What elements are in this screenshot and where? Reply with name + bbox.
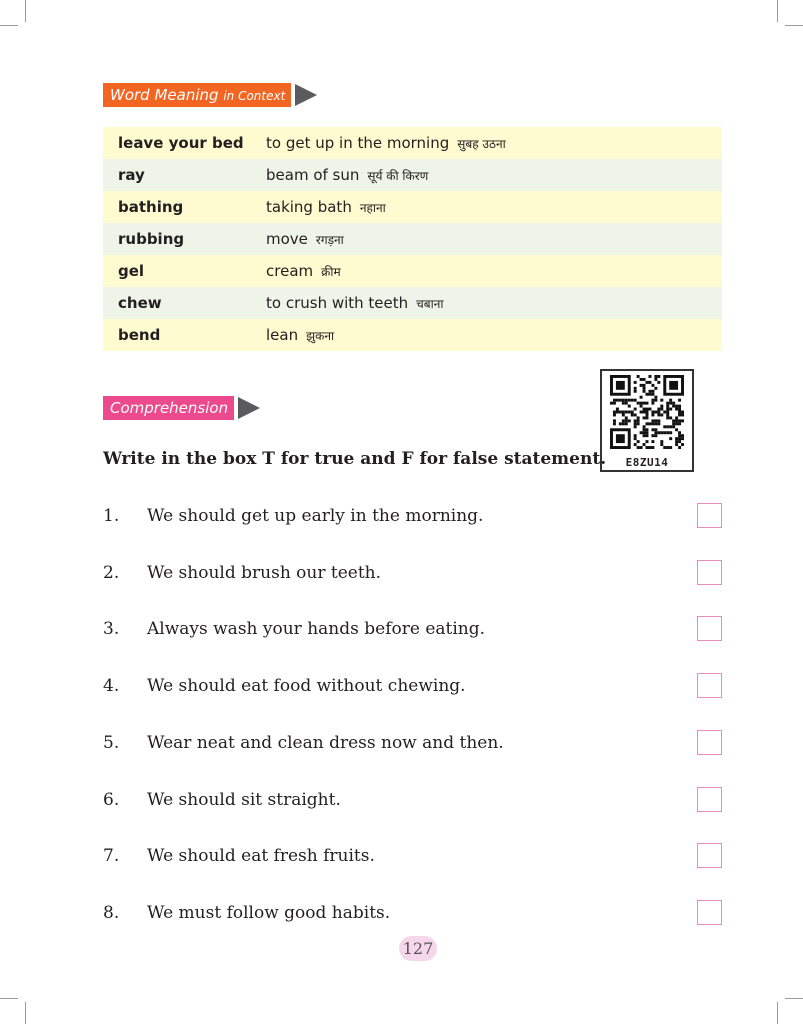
question-text: We should eat fresh fruits. <box>147 846 375 866</box>
question-number: 4. <box>103 676 120 696</box>
crop-mark <box>785 25 803 26</box>
list-item <box>103 503 723 529</box>
crop-mark <box>0 25 18 26</box>
answer-box[interactable] <box>697 673 722 698</box>
answer-box[interactable] <box>697 900 722 925</box>
question-number: 7. <box>103 846 120 866</box>
list-item <box>103 616 723 642</box>
table-row <box>103 287 722 319</box>
crop-mark <box>777 1002 778 1024</box>
hindi-meaning: चबाना <box>416 296 444 311</box>
hindi-meaning: नहाना <box>359 200 386 215</box>
crop-mark <box>25 0 26 22</box>
instruction-text: Write in the box T for true and F for false statement. <box>103 449 607 469</box>
hindi-meaning: सुबह उठना <box>457 136 506 151</box>
question-text: We should eat food without chewing. <box>147 676 466 696</box>
arrow-right-icon <box>295 84 317 106</box>
word-cell: rubbing <box>118 230 185 248</box>
crop-mark <box>0 998 18 999</box>
word-meaning-title: Word Meaning <box>110 86 219 104</box>
page-number: 127 <box>399 936 437 961</box>
question-number: 6. <box>103 790 120 810</box>
meaning-cell: to get up in the morning <box>266 134 450 152</box>
table-row <box>103 223 722 255</box>
word-meaning-table <box>103 127 722 351</box>
answer-box[interactable] <box>697 616 722 641</box>
crop-mark <box>25 1002 26 1024</box>
table-row <box>103 191 722 223</box>
question-text: We should get up early in the morning. <box>147 506 484 526</box>
word-cell: bathing <box>118 198 184 216</box>
qr-code[interactable] <box>600 369 694 472</box>
word-meaning-subtitle: in Context <box>223 89 286 103</box>
meaning-cell: beam of sun <box>266 166 360 184</box>
qr-code-icon <box>610 375 684 449</box>
question-number: 2. <box>103 563 120 583</box>
answer-box[interactable] <box>697 560 722 585</box>
question-number: 1. <box>103 506 120 526</box>
answer-box[interactable] <box>697 730 722 755</box>
comprehension-heading <box>103 396 260 420</box>
qr-code-label: E8ZU14 <box>625 456 669 469</box>
hindi-meaning: क्रीम <box>321 264 341 279</box>
word-cell: ray <box>118 166 145 184</box>
table-row <box>103 127 722 159</box>
question-number: 8. <box>103 903 120 923</box>
hindi-meaning: सूर्य की किरण <box>367 168 429 183</box>
question-number: 5. <box>103 733 120 753</box>
list-item <box>103 560 723 586</box>
table-row <box>103 255 722 287</box>
list-item <box>103 730 723 756</box>
word-meaning-label <box>103 83 291 107</box>
answer-box[interactable] <box>697 503 722 528</box>
table-row <box>103 159 722 191</box>
list-item <box>103 787 723 813</box>
table-row <box>103 319 722 351</box>
hindi-meaning: रगड़ना <box>315 232 344 247</box>
meaning-cell: to crush with teeth <box>266 294 409 312</box>
crop-mark <box>777 0 778 22</box>
question-text: Wear neat and clean dress now and then. <box>147 733 504 753</box>
question-text: We must follow good habits. <box>147 903 391 923</box>
question-text: Always wash your hands before eating. <box>147 619 486 639</box>
meaning-cell: cream <box>266 262 314 280</box>
meaning-cell: move <box>266 230 308 248</box>
question-text: We should brush our teeth. <box>147 563 382 583</box>
hindi-meaning: झुकना <box>306 328 335 343</box>
list-item <box>103 673 723 699</box>
list-item <box>103 900 723 926</box>
word-meaning-heading <box>103 83 317 107</box>
list-item <box>103 843 723 869</box>
answer-box[interactable] <box>697 787 722 812</box>
meaning-cell: taking bath <box>266 198 352 216</box>
question-number: 3. <box>103 619 120 639</box>
comprehension-title: Comprehension <box>110 399 229 417</box>
word-cell: bend <box>118 326 161 344</box>
comprehension-label <box>103 396 234 420</box>
crop-mark <box>785 998 803 999</box>
answer-box[interactable] <box>697 843 722 868</box>
arrow-right-icon <box>238 397 260 419</box>
meaning-cell: lean <box>266 326 299 344</box>
word-cell: leave your bed <box>118 134 244 152</box>
question-text: We should sit straight. <box>147 790 341 810</box>
word-cell: gel <box>118 262 145 280</box>
word-cell: chew <box>118 294 162 312</box>
